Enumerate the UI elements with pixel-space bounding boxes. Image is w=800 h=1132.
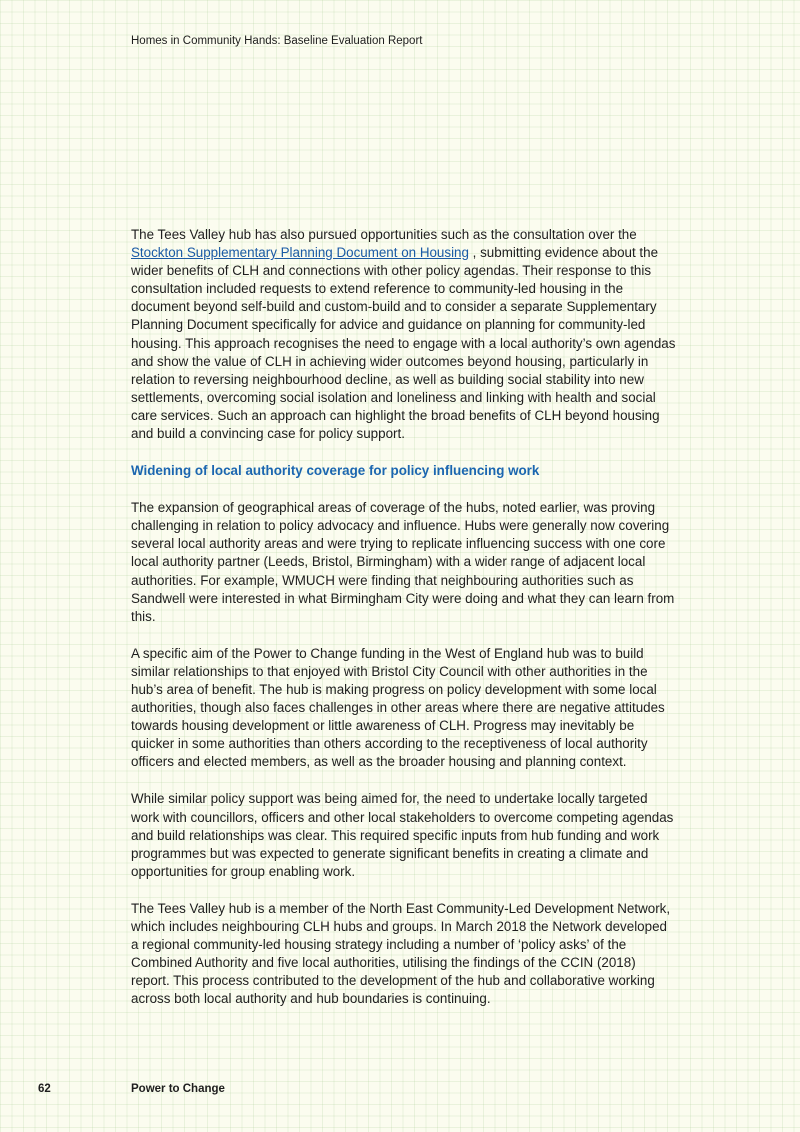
section-heading: Widening of local authority coverage for policy influencing work [131, 463, 540, 479]
paragraph-policy-support: While similar policy support was being aimed for, the need to undertake locally targeted work with councillors, officers and other local stakeholders to overcome competing agendas and build relationships was clear. This required specific inputs from hub funding and work programmes but was expected to generate significant benefits in creating a climate and opportunities for group enabling work. [131, 791, 674, 879]
footer-organisation: Power to Change [131, 1083, 225, 1095]
page-number: 62 [38, 1083, 51, 1095]
stockton-spd-link[interactable]: Stockton Supplementary Planning Document on Housing [131, 245, 469, 261]
main-content [131, 226, 676, 1027]
paragraph-text: , submitting evidence about the wider benefits of CLH and connections with other policy agendas. Their response to this consultation included requests to extend reference to community-led housing in the document beyond self-build and custom-build and to consider a separate Supplementary Planning Document specifically for advice and guidance on planning for community-led housing. This approach recognises the need to engage with a local authority’s own agendas and show the value of CLH in achieving wider outcomes beyond housing, particularly in relation to reversing neighbourhood decline, as well as building social stability into new settlements, overcoming social isolation and loneliness and linking with health and social care services. Such an approach can highlight the broad benefits of CLH beyond housing and build a convincing case for policy support. [131, 245, 676, 442]
paragraph-tees-valley-consultation [131, 226, 676, 443]
running-header: Homes in Community Hands: Baseline Evaluation Report [131, 35, 423, 47]
paragraph-geographical-coverage: The expansion of geographical areas of coverage of the hubs, noted earlier, was proving challenging in relation to policy advocacy and influence. Hubs were generally now covering several local authority areas and were trying to replicate influencing success with one core local authority partner (Leeds, Bristol, Birmingham) with a wider range of adjacent local authorities. For example, WMUCH were finding that neighbouring authorities such as Sandwell were interested in what Birmingham City were doing and what they can learn from this. [131, 500, 675, 624]
paragraph-text: The Tees Valley hub has also pursued opportunities such as the consultation over the [131, 227, 637, 242]
paragraph-north-east-network: The Tees Valley hub is a member of the North East Community-Led Development Network, which includes neighbouring CLH hubs and groups. In March 2018 the Network developed a regional community-led housing strategy including a number of ‘policy asks’ of the Combined Authority and five local authorities, utilising the findings of the CCIN (2018) report. This process contributed to the development of the hub and collaborative working across both local authority and hub boundaries is continuing. [131, 900, 671, 1007]
paragraph-west-of-england: A specific aim of the Power to Change funding in the West of England hub was to build similar relationships to that enjoyed with Bristol City Council with other authorities in the hub’s area of benefit. The hub is making progress on policy development with some local authorities, though also faces challenges in other areas where there are negative attitudes towards housing development or little awareness of CLH. Progress may inevitably be quicker in some authorities than others according to the receptiveness of local authority officers and elected members, as well as the broader housing and planning context. [131, 645, 665, 770]
